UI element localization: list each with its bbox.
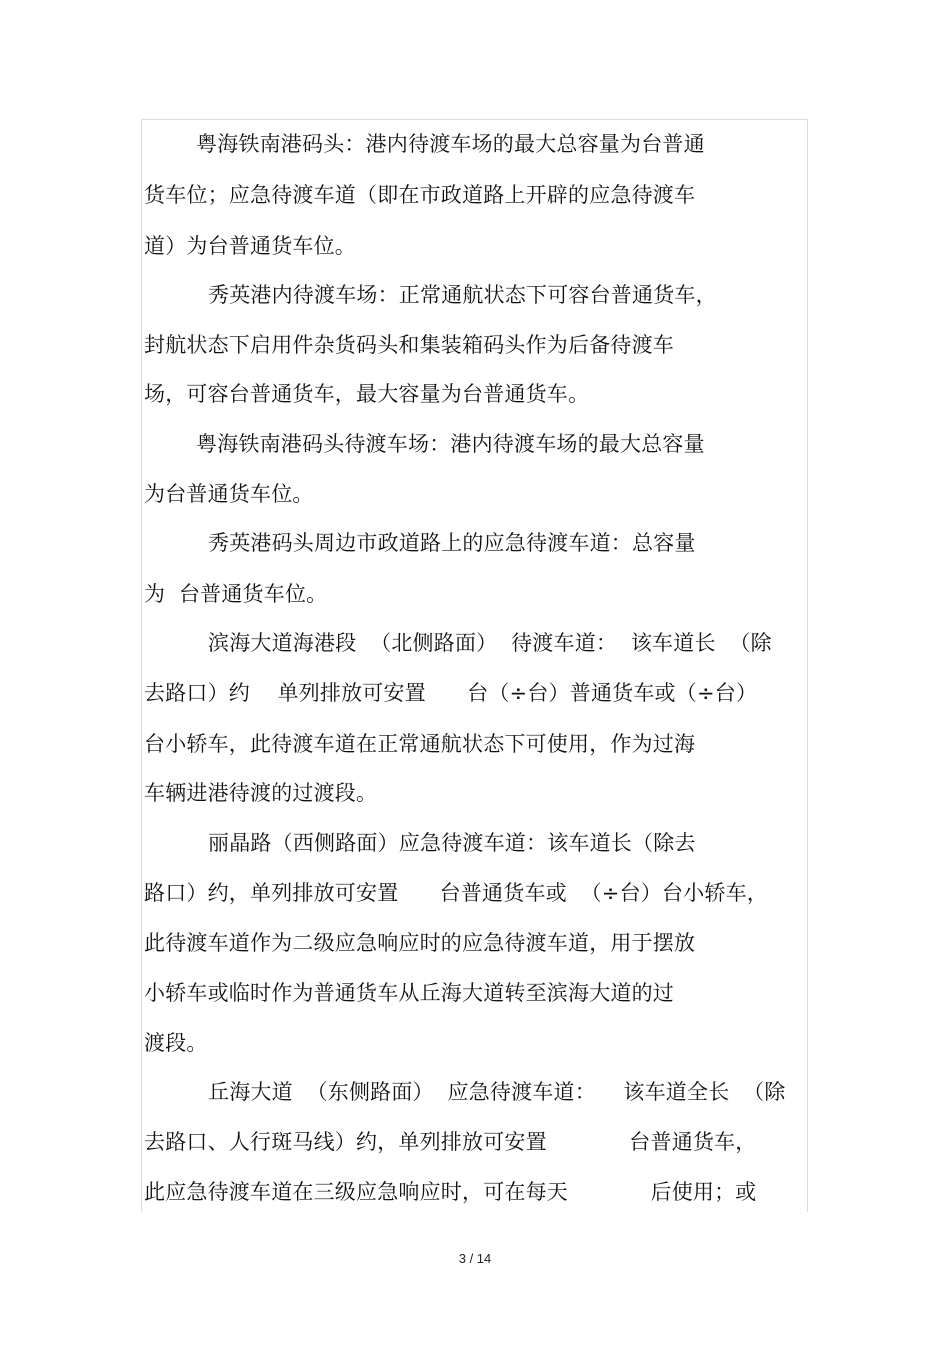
text-line: 货车位；应急待渡车道（即在市政道路上开辟的应急待渡车 bbox=[144, 183, 696, 207]
text-line: 为台普通货车位。 bbox=[144, 482, 314, 506]
text-line: 丽晶路（西侧路面）应急待渡车道：该车道长（除去 bbox=[208, 831, 696, 855]
text-line: 为 台普通货车位。 bbox=[144, 582, 328, 606]
text-line: 去路口）约 单列排放可安置 台（÷台）普通货车或（÷台） bbox=[144, 681, 758, 705]
text-line: 丘海大道 （东侧路面） 应急待渡车道： 该车道全长 （除 bbox=[208, 1080, 786, 1104]
text-line: 粤海铁南港码头待渡车场：港内待渡车场的最大总容量 bbox=[196, 432, 705, 456]
text-line: 秀英港码头周边市政道路上的应急待渡车道：总容量 bbox=[208, 531, 696, 555]
text-line: 场，可容台普通货车，最大容量为台普通货车。 bbox=[144, 382, 590, 406]
text-line: 此应急待渡车道在三级应急响应时，可在每天 后使用；或 bbox=[144, 1180, 757, 1204]
text-line: 滨海大道海港段 （北侧路面） 待渡车道： 该车道长 （除 bbox=[208, 631, 772, 655]
text-line: 渡段。 bbox=[144, 1031, 208, 1055]
text-line: 小轿车或临时作为普通货车从丘海大道转至滨海大道的过 bbox=[144, 981, 674, 1005]
page-number: 3 / 14 bbox=[458, 1251, 492, 1266]
text-line: 台小轿车，此待渡车道在正常通航状态下可使用，作为过海 bbox=[144, 732, 696, 756]
text-line: 封航状态下启用件杂货码头和集装箱码头作为后备待渡车 bbox=[144, 333, 674, 357]
text-line: 此待渡车道作为二级应急响应时的应急待渡车道，用于摆放 bbox=[144, 931, 696, 955]
text-line: 秀英港内待渡车场：正常通航状态下可容台普通货车， bbox=[208, 283, 717, 307]
text-line: 粤海铁南港码头：港内待渡车场的最大总容量为台普通 bbox=[196, 132, 705, 156]
text-line: 去路口、人行斑马线）约，单列排放可安置 台普通货车， bbox=[144, 1130, 757, 1154]
text-line: 道）为台普通货车位。 bbox=[144, 234, 356, 258]
text-line: 车辆进港待渡的过渡段。 bbox=[144, 781, 378, 805]
text-line: 路口）约，单列排放可安置 台普通货车或 （÷台）台小轿车， bbox=[144, 881, 768, 905]
